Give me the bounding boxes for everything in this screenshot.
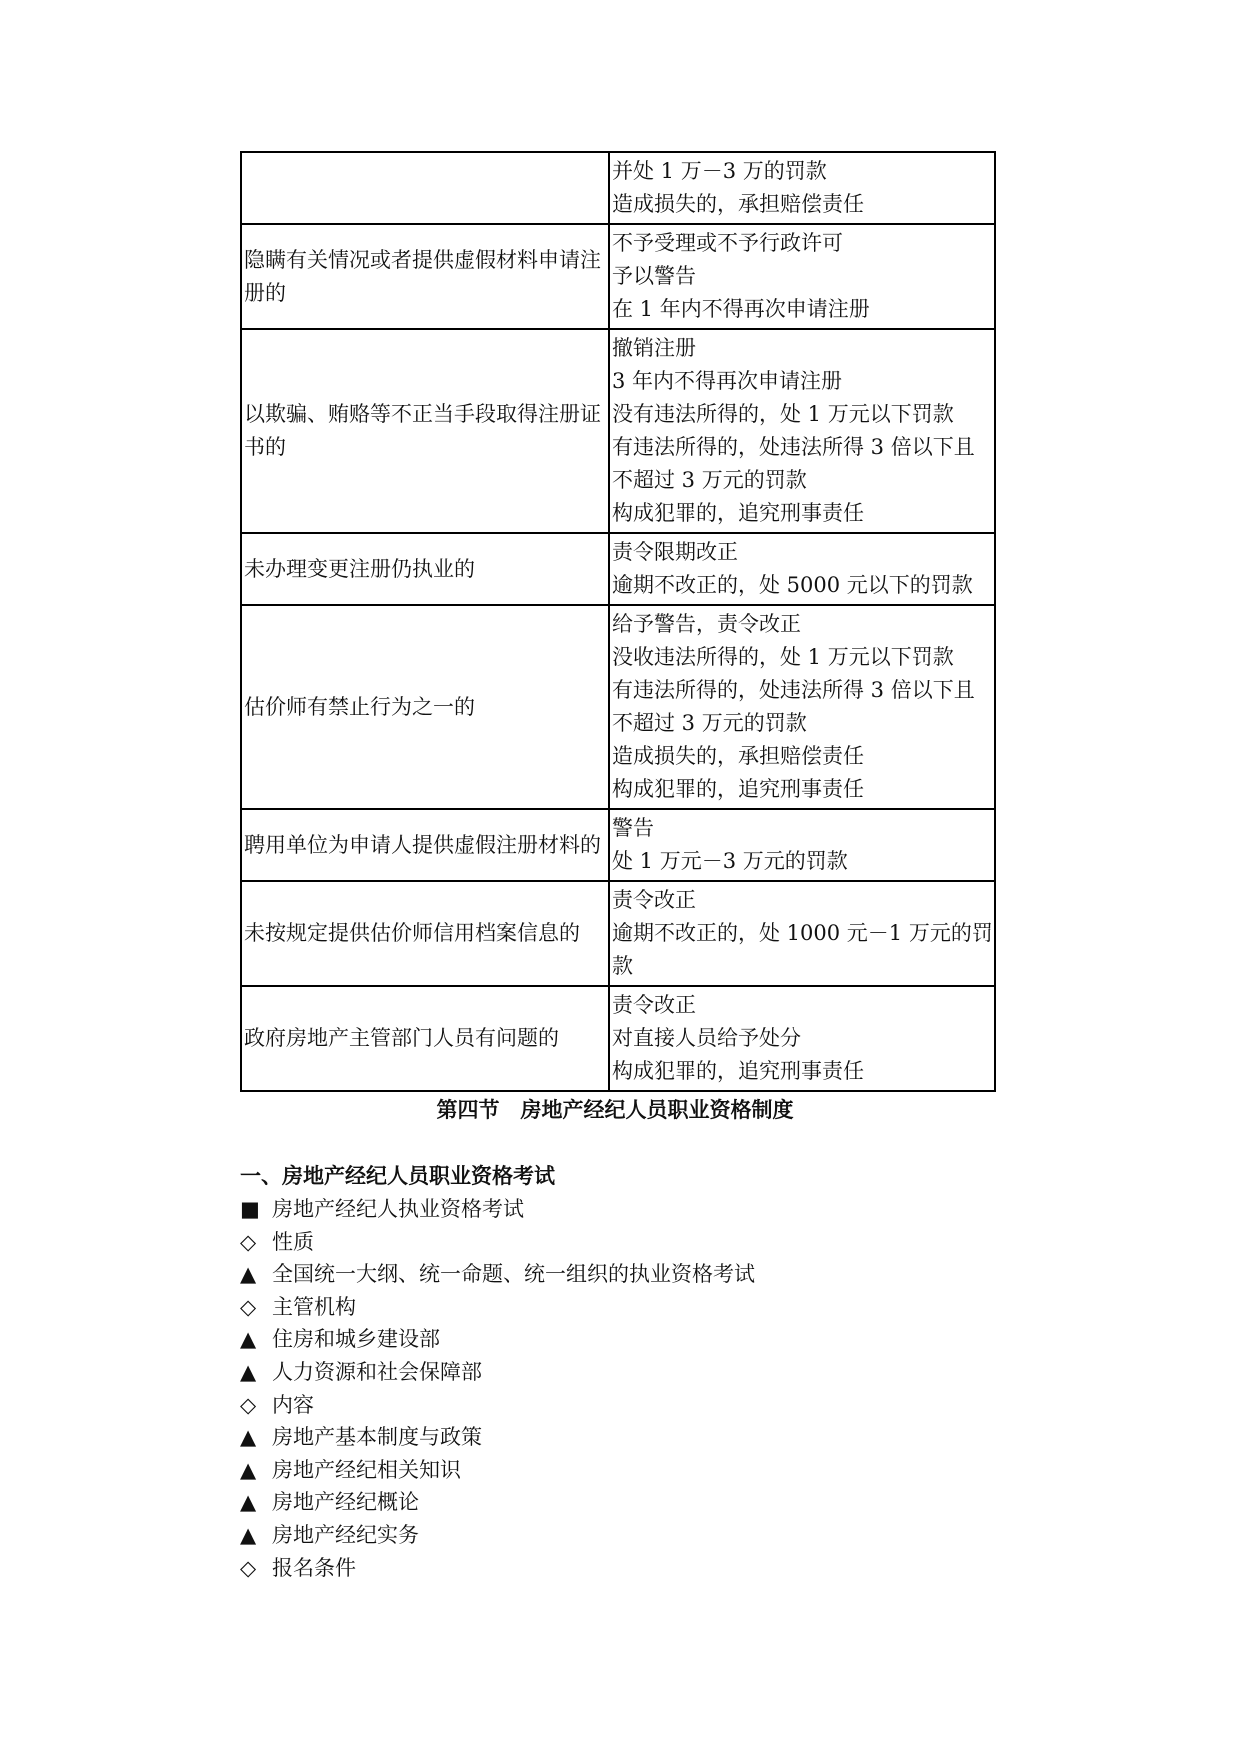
penalty-cell [609, 533, 995, 605]
list-item-text: 全国统一大纲、统一命题、统一组织的执业资格考试 [272, 1262, 755, 1287]
diamond-bullet-icon: ◇ [240, 1294, 257, 1319]
penalty-line: 造成损失的，承担赔偿责任 [612, 744, 864, 768]
penalty-line: 责令改正 [612, 888, 696, 912]
table-row [241, 986, 995, 1091]
violation-cell: 以欺骗、贿赂等不正当手段取得注册证书的 [241, 329, 609, 533]
list-item [240, 1193, 755, 1226]
penalty-cell [609, 224, 995, 329]
list-item-text: 房地产经纪概论 [272, 1490, 419, 1515]
penalty-line: 逾期不改正的，处 1000 元－1 万元的罚款 [612, 921, 993, 978]
penalty-cell [609, 881, 995, 986]
penalty-cell [609, 809, 995, 881]
table-row [241, 881, 995, 986]
list-item-text: 人力资源和社会保障部 [272, 1359, 482, 1384]
table-row [241, 152, 995, 224]
list-item [240, 1421, 755, 1454]
diamond-bullet-icon: ◇ [240, 1392, 257, 1417]
violation-cell: 未按规定提供估价师信用档案信息的 [241, 881, 609, 986]
penalty-line: 并处 1 万－3 万的罚款 [612, 159, 827, 183]
penalty-line: 没收违法所得的，处 1 万元以下罚款 [612, 645, 954, 669]
list-item-text: 房地产经纪人执业资格考试 [272, 1197, 524, 1221]
diamond-bullet-icon: ◇ [240, 1555, 257, 1580]
list-item [240, 1323, 755, 1356]
triangle-bullet-icon: ▲ [240, 1522, 257, 1547]
penalty-table [240, 151, 996, 1092]
list-item [240, 1552, 755, 1585]
list-item-text: 性质 [272, 1229, 314, 1254]
list-item [240, 1356, 755, 1389]
penalty-line: 给予警告，责令改正 [612, 612, 801, 636]
list-item [240, 1519, 755, 1552]
list-item [240, 1291, 755, 1324]
list-item [240, 1226, 755, 1259]
table-row [241, 809, 995, 881]
triangle-bullet-icon: ▲ [240, 1425, 257, 1450]
square-bullet-icon: ■ [240, 1197, 260, 1221]
list-item-text: 主管机构 [272, 1294, 356, 1319]
penalty-line: 撤销注册 [612, 336, 696, 360]
list-item [240, 1454, 755, 1487]
outline-list [240, 1193, 755, 1584]
penalty-cell [609, 152, 995, 224]
penalty-line: 构成犯罪的，追究刑事责任 [612, 1059, 864, 1083]
violation-cell [241, 152, 609, 224]
triangle-bullet-icon: ▲ [240, 1457, 257, 1482]
penalty-line: 3 年内不得再次申请注册 [612, 369, 843, 393]
penalty-line: 警告 [612, 816, 654, 840]
list-item [240, 1486, 755, 1519]
violation-cell: 未办理变更注册仍执业的 [241, 533, 609, 605]
list-item-text: 房地产经纪实务 [272, 1522, 419, 1547]
penalty-line: 有违法所得的，处违法所得 3 倍以下且不超过 3 万元的罚款 [612, 435, 975, 492]
penalty-line: 对直接人员给予处分 [612, 1026, 801, 1050]
triangle-bullet-icon: ▲ [240, 1490, 257, 1515]
table-row [241, 329, 995, 533]
penalty-line: 不予受理或不予行政许可 [612, 231, 843, 255]
violation-cell: 政府房地产主管部门人员有问题的 [241, 986, 609, 1091]
penalty-line: 有违法所得的，处违法所得 3 倍以下且不超过 3 万元的罚款 [612, 678, 975, 735]
table-row [241, 533, 995, 605]
penalty-cell [609, 329, 995, 533]
diamond-bullet-icon: ◇ [240, 1229, 257, 1254]
penalty-line: 责令改正 [612, 993, 696, 1017]
triangle-bullet-icon: ▲ [240, 1262, 257, 1287]
table-row [241, 605, 995, 809]
list-item [240, 1389, 755, 1422]
list-item-text: 房地产经纪相关知识 [272, 1457, 461, 1482]
list-item-text: 房地产基本制度与政策 [272, 1425, 482, 1450]
violation-cell: 隐瞒有关情况或者提供虚假材料申请注册的 [241, 224, 609, 329]
penalty-line: 造成损失的，承担赔偿责任 [612, 192, 864, 216]
list-item-text: 内容 [272, 1392, 314, 1417]
penalty-cell [609, 986, 995, 1091]
violation-cell: 聘用单位为申请人提供虚假注册材料的 [241, 809, 609, 881]
penalty-line: 处 1 万元－3 万元的罚款 [612, 849, 848, 873]
violation-cell: 估价师有禁止行为之一的 [241, 605, 609, 809]
penalty-line: 在 1 年内不得再次申请注册 [612, 297, 870, 321]
sub-heading: 一、房地产经纪人员职业资格考试 [240, 1164, 555, 1188]
list-item-text: 报名条件 [272, 1555, 356, 1580]
triangle-bullet-icon: ▲ [240, 1327, 257, 1352]
penalty-cell [609, 605, 995, 809]
penalty-line: 构成犯罪的，追究刑事责任 [612, 777, 864, 801]
penalty-line: 逾期不改正的，处 5000 元以下的罚款 [612, 573, 973, 597]
table-row [241, 224, 995, 329]
triangle-bullet-icon: ▲ [240, 1359, 257, 1384]
penalty-line: 构成犯罪的，追究刑事责任 [612, 501, 864, 525]
penalty-line: 予以警告 [612, 264, 696, 288]
section-title: 第四节 房地产经纪人员职业资格制度 [436, 1098, 794, 1122]
list-item [240, 1258, 755, 1291]
list-item-text: 住房和城乡建设部 [272, 1327, 440, 1352]
penalty-line: 责令限期改正 [612, 540, 738, 564]
penalty-line: 没有违法所得的，处 1 万元以下罚款 [612, 402, 954, 426]
